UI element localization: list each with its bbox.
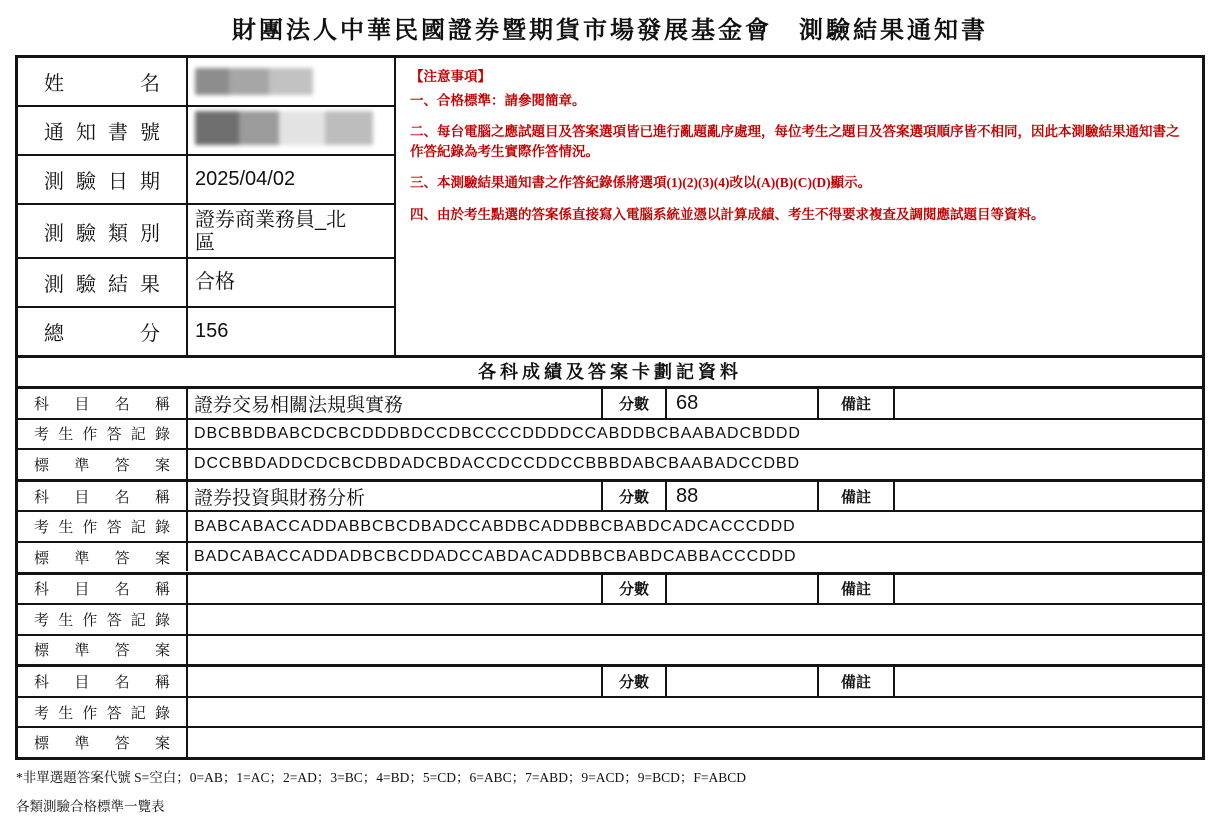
subject-1-candidate-answers: DBCBBDBABCDCBCDDDBDCCDBCCCCDDDDCCABDDBCBAABADCBDDD <box>194 424 801 442</box>
subject-2-score: 88 <box>667 482 819 511</box>
subject-2-candidate-row <box>18 512 1202 543</box>
standard-answer-label: 標 準 答 案 <box>18 543 188 572</box>
notice-item-4: 四、由於考生點選的答案係直接寫入電腦系統並憑以計算成績、考生不得要求複查及調閱應試題目等資料。 <box>410 206 1045 222</box>
subject-4-remark <box>895 667 1202 696</box>
candidate-record-label: 考 生 作 答 記 錄 <box>18 512 188 541</box>
subject-3-score <box>667 575 819 604</box>
notice-number-value <box>188 107 394 154</box>
info-row-exam-result <box>18 259 394 308</box>
notice-section <box>396 58 1202 355</box>
remark-label: 備註 <box>819 482 895 511</box>
info-row-exam-date <box>18 156 394 205</box>
subject-4-candidate-row <box>18 698 1202 729</box>
subject-block-3 <box>18 575 1202 668</box>
standard-answer-label: 標 準 答 案 <box>18 728 188 757</box>
subject-1-header-row <box>18 389 1202 420</box>
exam-result-value: 合格 <box>195 271 235 293</box>
info-row-exam-category <box>18 205 394 259</box>
subject-4-header-row <box>18 667 1202 698</box>
subject-3-standard-row <box>18 636 1202 665</box>
document-title: 財團法人中華民國證券暨期貨市場發展基金會 測驗結果通知書 <box>232 18 988 44</box>
score-label: 分數 <box>603 667 667 696</box>
notice-number-label: 通 知 書 號 <box>18 107 188 154</box>
subject-block-4 <box>18 667 1202 757</box>
exam-category-value: 證券商業務員_北區 <box>195 209 347 254</box>
remark-label: 備註 <box>819 389 895 418</box>
subject-1-score: 68 <box>667 389 819 418</box>
redacted-notice-number-blur <box>195 111 373 145</box>
subject-block-1 <box>18 389 1202 482</box>
subject-4-score <box>667 667 819 696</box>
subject-4-name <box>188 667 603 696</box>
subject-3-header-row <box>18 575 1202 606</box>
subject-3-remark <box>895 575 1202 604</box>
subject-name-label: 科 目 名 稱 <box>18 482 188 511</box>
subject-3-candidate-row <box>18 605 1202 636</box>
subject-3-candidate-answers <box>188 605 1202 634</box>
footnotes <box>16 766 746 815</box>
remark-label: 備註 <box>819 575 895 604</box>
candidate-record-label: 考 生 作 答 記 錄 <box>18 420 188 449</box>
subject-4-standard-row <box>18 728 1202 757</box>
score-label: 分數 <box>603 389 667 418</box>
score-label: 分數 <box>603 482 667 511</box>
subject-2-standard-answers: BADCABACCADDADBCBCDDADCCABDACADDBBCBABDCABBACCCDDD <box>194 548 797 566</box>
top-section <box>18 58 1202 358</box>
result-notice-table <box>15 55 1205 760</box>
total-score-label: 總 分 <box>18 308 188 355</box>
redacted-name-blur <box>195 68 313 95</box>
answer-code-footnote: *非單選題答案代號 S=空白；0=AB；1=AC；2=AD；3=BC；4=BD；5=CD；6=ABC；7=ABD；9=ACD；9=BCD；F=ABCD <box>16 770 747 785</box>
info-row-name <box>18 58 394 107</box>
subject-3-standard-answers <box>188 636 1202 665</box>
standard-answer-label: 標 準 答 案 <box>18 450 188 479</box>
subject-3-name <box>188 575 603 604</box>
subject-1-standard-answers: DCCBBDADDCDCBCDBDADCBDACCDCCDDCCBBBDABCBAABADCCDBD <box>194 455 800 473</box>
notice-item-3: 三、本測驗結果通知書之作答紀錄係將選項(1)(2)(3)(4)改以(A)(B)(C)(D)顯示。 <box>410 175 872 191</box>
passing-standard-footnote: 各類測驗合格標準一覽表 <box>16 799 165 814</box>
score-label: 分數 <box>603 575 667 604</box>
exam-result-label: 測 驗 結 果 <box>18 259 188 306</box>
name-label: 姓 名 <box>18 58 188 105</box>
subject-2-header-row <box>18 482 1202 513</box>
subject-4-standard-answers <box>188 728 1202 757</box>
subject-2-name: 證券投資與財務分析 <box>188 482 603 511</box>
exam-date-label: 測 驗 日 期 <box>18 156 188 203</box>
subject-2-remark <box>895 482 1202 511</box>
notice-heading: 【注意事項】 <box>410 69 491 84</box>
examinee-info-table <box>18 58 396 355</box>
notice-item-1: 一、合格標準：請參閱簡章。 <box>410 92 586 108</box>
notice-item-2: 二、每台電腦之應試題目及答案選項皆已進行亂題亂序處理，每位考生之題目及答案選項順序皆不相同，因此本測驗結果通知書之作答紀錄為考生實際作答情況。 <box>410 124 1180 159</box>
subject-1-remark <box>895 389 1202 418</box>
subject-name-label: 科 目 名 稱 <box>18 389 188 418</box>
scores-section-header: 各科成績及答案卡劃記資料 <box>18 358 1202 389</box>
standard-answer-label: 標 準 答 案 <box>18 636 188 665</box>
candidate-record-label: 考 生 作 答 記 錄 <box>18 605 188 634</box>
subject-2-candidate-answers: BABCABACCADDABBCBCDBADCCABDBCADDBBCBABDCADCACCCDDD <box>194 517 796 535</box>
subject-1-standard-row <box>18 450 1202 479</box>
subject-4-candidate-answers <box>188 698 1202 727</box>
subject-1-candidate-row <box>18 420 1202 451</box>
subject-1-name: 證券交易相關法規與實務 <box>188 389 603 418</box>
info-row-notice-number <box>18 107 394 156</box>
info-row-total-score <box>18 308 394 355</box>
subject-name-label: 科 目 名 稱 <box>18 575 188 604</box>
remark-label: 備註 <box>819 667 895 696</box>
name-value <box>188 58 394 105</box>
subject-2-standard-row <box>18 543 1202 572</box>
exam-category-label: 測 驗 類 別 <box>18 205 188 257</box>
exam-date-value: 2025/04/02 <box>195 168 296 190</box>
subject-name-label: 科 目 名 稱 <box>18 667 188 696</box>
total-score-value: 156 <box>195 320 229 342</box>
subject-block-2 <box>18 482 1202 575</box>
candidate-record-label: 考 生 作 答 記 錄 <box>18 698 188 727</box>
